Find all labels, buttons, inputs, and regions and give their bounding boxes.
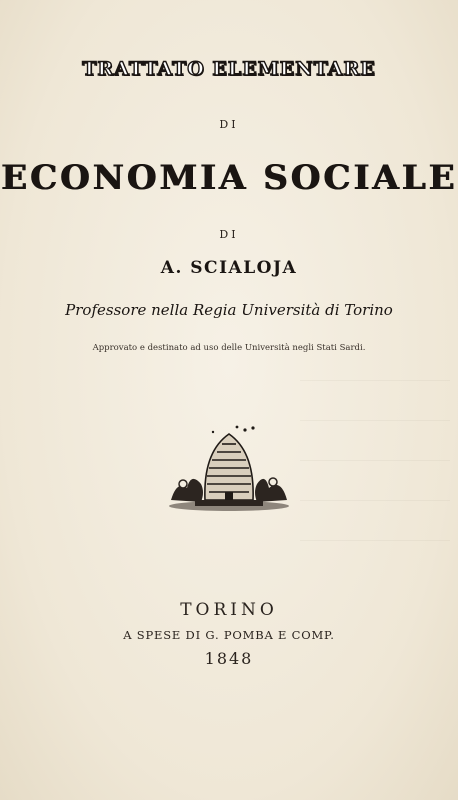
beehive-icon [165, 422, 293, 512]
publisher: A SPESE DI G. POMBA E COMP. [123, 628, 335, 642]
show-through [300, 500, 450, 501]
approval-note: Approvato e destinato ad uso delle Università negli Stati Sardi. [92, 343, 366, 353]
show-through [300, 460, 450, 461]
title-top: TRATTATO ELEMENTARE [82, 58, 376, 80]
title-main: ECONOMIA SOCIALE [0, 158, 458, 198]
author-name: A. SCIALOJA [160, 258, 298, 278]
by-connector: DI [219, 228, 239, 241]
show-through [300, 540, 450, 541]
publication-year: 1848 [204, 649, 254, 668]
publication-city: TORINO [180, 600, 278, 620]
show-through [300, 420, 450, 421]
author-affiliation: Professore nella Regia Università di Torino [65, 301, 393, 319]
by-connector: DI [219, 118, 239, 131]
show-through [300, 380, 450, 381]
